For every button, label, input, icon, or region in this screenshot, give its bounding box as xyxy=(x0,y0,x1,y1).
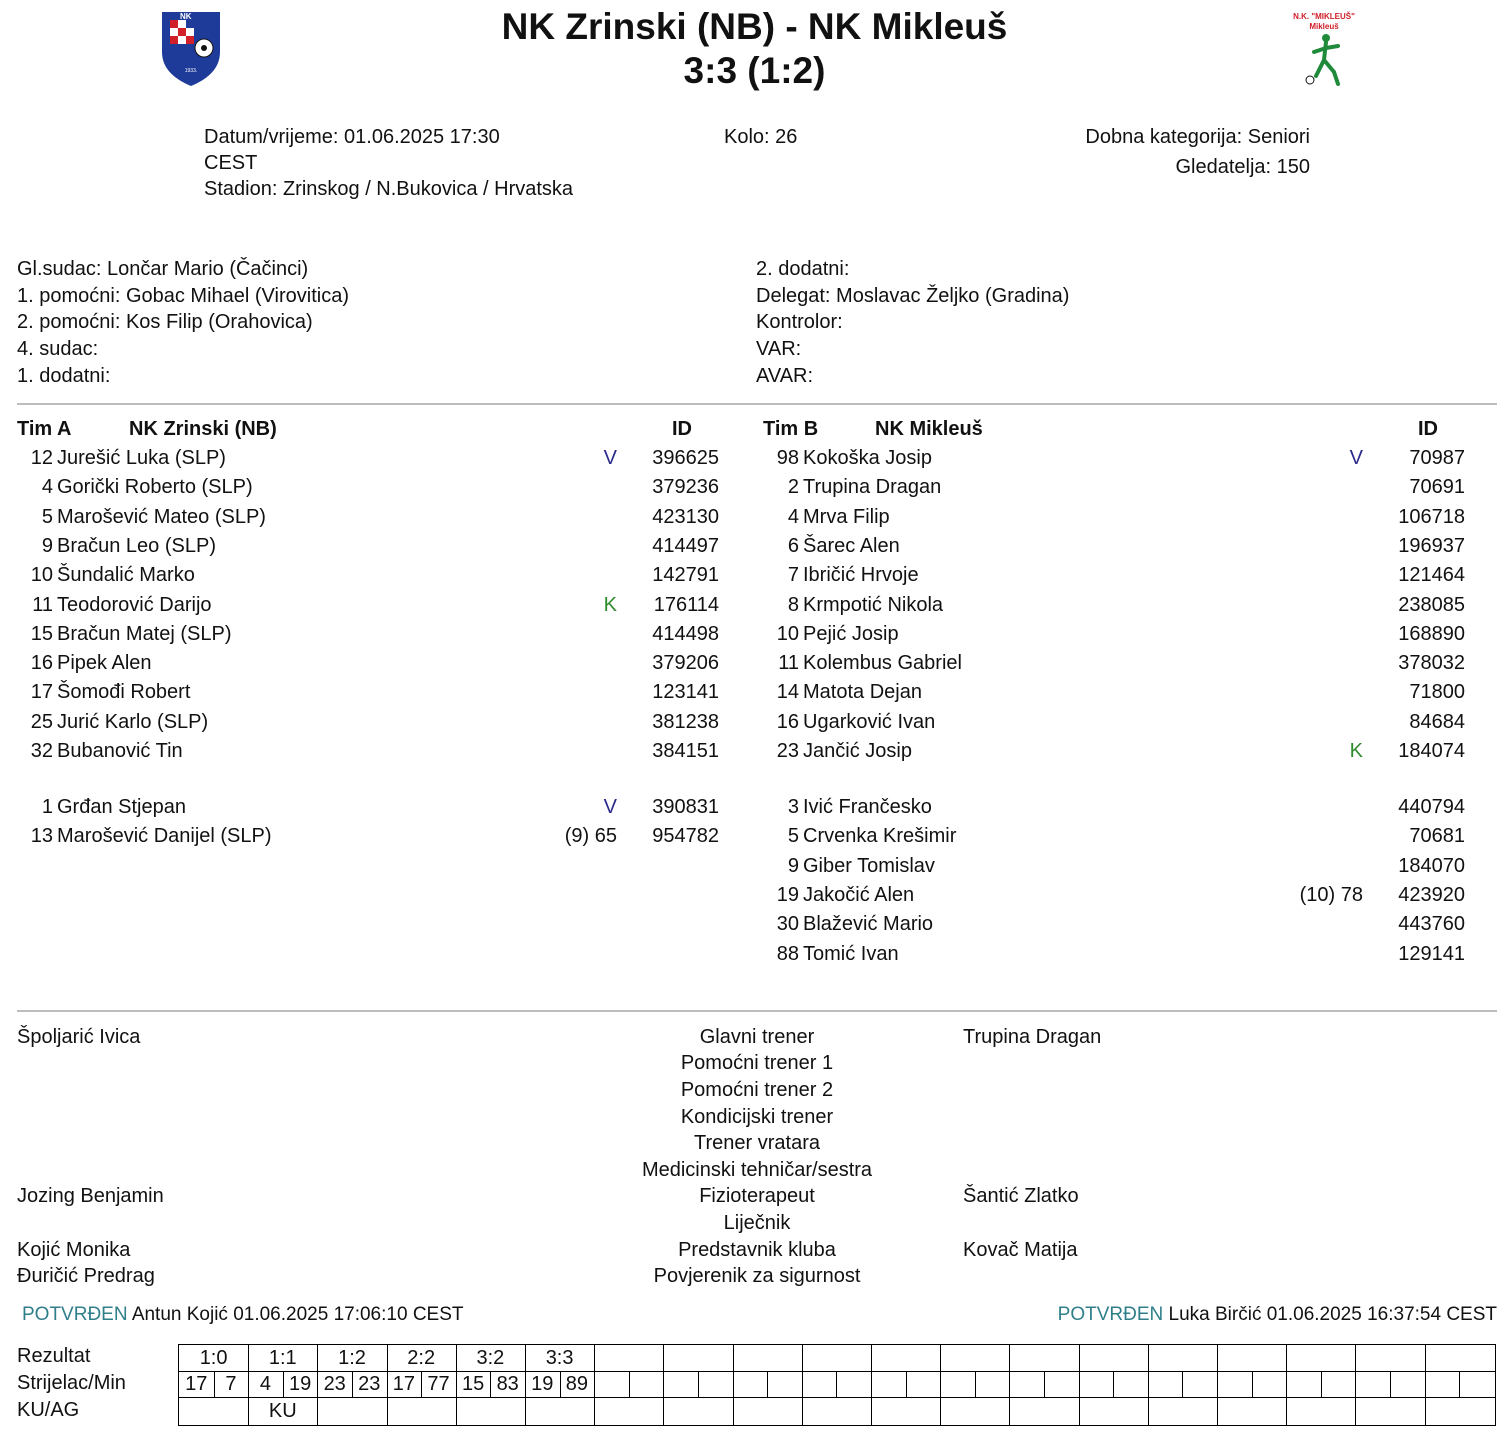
staff-role: Liječnik xyxy=(723,1212,791,1234)
goal-minute: 77 xyxy=(427,1373,450,1395)
player-name: Šarec Alen xyxy=(803,534,900,557)
grid-half-line xyxy=(975,1371,976,1397)
confirmed-status: POTVRĐEN xyxy=(1057,1304,1164,1325)
player-mark: (10) 78 xyxy=(1299,883,1363,906)
player-id: 70987 xyxy=(1409,447,1465,469)
player-id: 423920 xyxy=(1398,883,1465,906)
player-name: Tomić Ivan xyxy=(803,942,899,965)
player-name: Bubanović Tin xyxy=(57,740,183,762)
match-timezone: CEST xyxy=(204,152,258,174)
official-additional-1: 1. dodatni: xyxy=(17,365,111,387)
team-b-label: Tim B xyxy=(763,418,819,440)
player-number: 10 xyxy=(776,622,799,645)
grid-column-line xyxy=(733,1345,734,1425)
grid-column-line xyxy=(663,1345,664,1425)
grid-half-line xyxy=(906,1371,907,1397)
player-id: 121464 xyxy=(1398,564,1465,587)
player-id: 238085 xyxy=(1398,593,1465,616)
player-name: Pipek Alen xyxy=(57,652,152,675)
player-number: 9 xyxy=(787,854,799,877)
player-id: 379206 xyxy=(652,652,719,675)
player-id: 414497 xyxy=(652,534,719,557)
grid-half-line xyxy=(1321,1371,1322,1397)
player-name: Bračun Leo (SLP) xyxy=(57,534,216,557)
player-number: 98 xyxy=(776,447,799,469)
team-a-label: Tim A xyxy=(17,418,72,440)
player-name: Šomođi Robert xyxy=(57,681,191,704)
grid-half-line xyxy=(1113,1371,1114,1397)
player-number: 14 xyxy=(776,681,799,704)
player-id: 378032 xyxy=(1398,652,1465,675)
player-id: 184070 xyxy=(1398,854,1465,877)
team-a-staff-name: Špoljarić Ivica xyxy=(17,1026,141,1048)
result-score: 1:1 xyxy=(268,1347,297,1369)
team-a-confirmation xyxy=(22,1304,464,1326)
spectators: Gledatelja: 150 xyxy=(1175,156,1310,178)
player-mark: K xyxy=(603,593,617,616)
official-assistant-1: 1. pomoćni: Gobac Mihael (Virovitica) xyxy=(17,285,349,307)
player-number: 5 xyxy=(41,505,53,528)
official-fourth-referee: 4. sudac: xyxy=(17,338,99,360)
team-b-staff-name: Kovač Matija xyxy=(963,1239,1078,1261)
team-b-confirmation xyxy=(1058,1304,1497,1326)
team-b-id-header: ID xyxy=(1418,418,1438,440)
goal-minute: 83 xyxy=(496,1373,519,1395)
player-number: 25 xyxy=(30,710,53,733)
grid-half-line xyxy=(1252,1371,1253,1397)
player-id: 384151 xyxy=(652,740,719,762)
staff-role: Kondicijski trener xyxy=(680,1106,834,1128)
scorer-number: 4 xyxy=(259,1373,272,1395)
player-id: 106718 xyxy=(1398,505,1465,528)
scorer-number: 17 xyxy=(185,1373,208,1395)
player-id: 84684 xyxy=(1409,710,1465,733)
match-stadium: Stadion: Zrinskog / N.Bukovica / Hrvatska xyxy=(204,178,574,200)
official-additional-2: 2. dodatni: xyxy=(756,258,850,280)
player-name: Giber Tomislav xyxy=(803,854,935,877)
age-category: Dobna kategorija: Seniori xyxy=(1085,126,1310,148)
player-number: 11 xyxy=(32,593,53,616)
divider xyxy=(17,403,1497,405)
scorer-number: 15 xyxy=(461,1373,485,1395)
player-name: Grđan Stjepan xyxy=(57,796,186,818)
player-name: Jurešić Luka (SLP) xyxy=(57,447,226,469)
match-round: Kolo: 26 xyxy=(724,126,798,148)
player-number: 7 xyxy=(787,564,799,587)
grid-half-line xyxy=(1044,1371,1045,1397)
grid-line xyxy=(179,1397,1495,1398)
grid-column-line xyxy=(1425,1345,1426,1425)
official-avar: AVAR: xyxy=(756,365,814,387)
svg-text:N.K. "MIKLEUŠ": N.K. "MIKLEUŠ" xyxy=(1293,12,1355,21)
confirmed-by: Antun Kojić 01.06.2025 17:06:10 CEST xyxy=(131,1304,464,1325)
player-id: 71800 xyxy=(1409,681,1465,704)
player-name: Marošević Danijel (SLP) xyxy=(57,825,272,848)
player-id: 184074 xyxy=(1398,740,1465,762)
player-name: Teodorović Darijo xyxy=(57,593,212,616)
player-name: Kokoška Josip xyxy=(803,447,932,469)
official-main-referee: Gl.sudac: Lončar Mario (Čačinci) xyxy=(17,258,309,280)
player-name: Šundalić Marko xyxy=(57,564,195,587)
player-name: Mrva Filip xyxy=(803,505,890,528)
result-score: 1:0 xyxy=(199,1347,228,1369)
player-number: 8 xyxy=(787,593,799,616)
player-name: Krmpotić Nikola xyxy=(803,593,944,616)
grid-column-line xyxy=(1355,1345,1356,1425)
result-score: 1:2 xyxy=(338,1347,366,1369)
staff-role: Pomoćni trener 1 xyxy=(680,1052,834,1074)
player-id: 176114 xyxy=(653,593,719,616)
player-number: 4 xyxy=(787,505,799,528)
player-id: 443760 xyxy=(1398,913,1465,936)
grid-column-line xyxy=(1148,1345,1149,1425)
player-number: 13 xyxy=(30,825,53,848)
goal-minute: 23 xyxy=(358,1373,381,1395)
player-number: 9 xyxy=(41,534,53,557)
player-name: Kolembus Gabriel xyxy=(803,652,962,675)
player-number: 3 xyxy=(787,796,799,818)
player-mark: K xyxy=(1349,740,1363,762)
team-a-name: NK Zrinski (NB) xyxy=(129,418,277,440)
official-controller: Kontrolor: xyxy=(756,311,843,333)
grid-column-line xyxy=(1009,1345,1010,1425)
grid-column-line xyxy=(1079,1345,1080,1425)
player-number: 4 xyxy=(41,476,53,499)
divider xyxy=(17,1010,1497,1012)
match-score: 3:3 (1:2) xyxy=(683,50,826,91)
player-number: 2 xyxy=(787,476,799,499)
grid-column-line xyxy=(871,1345,872,1425)
staff-role: Fizioterapeut xyxy=(699,1185,815,1207)
player-name: Bračun Matej (SLP) xyxy=(57,622,232,645)
player-name: Ivić Frančesko xyxy=(803,796,932,818)
grid-half-line xyxy=(629,1371,630,1397)
scorer-number: 17 xyxy=(392,1373,416,1395)
team-b-staff-name: Šantić Zlatko xyxy=(963,1185,1079,1207)
player-id: 390831 xyxy=(652,796,719,818)
player-mark: V xyxy=(603,447,617,469)
result-row-label: Rezultat xyxy=(17,1345,91,1367)
player-name: Ugarković Ivan xyxy=(803,710,936,733)
player-id: 196937 xyxy=(1398,534,1465,557)
staff-role: Predstavnik kluba xyxy=(678,1239,836,1261)
grid-half-line xyxy=(1390,1371,1391,1397)
player-name: Trupina Dragan xyxy=(803,476,942,499)
team-a-staff-name: Jozing Benjamin xyxy=(17,1185,164,1207)
player-number: 15 xyxy=(30,622,53,645)
goal-minute: 89 xyxy=(565,1373,589,1395)
grid-column-line xyxy=(594,1345,595,1425)
staff-role: Trener vratara xyxy=(694,1132,820,1154)
ku-ag-value: KU xyxy=(268,1400,297,1422)
player-id: 70681 xyxy=(1409,825,1465,848)
grid-column-line xyxy=(1286,1345,1287,1425)
player-name: Jančić Josip xyxy=(803,740,912,762)
player-name: Matota Dejan xyxy=(803,681,922,704)
confirmed-status: POTVRĐEN xyxy=(22,1304,128,1325)
player-number: 30 xyxy=(776,913,799,936)
official-var: VAR: xyxy=(756,338,802,360)
player-name: Jakočić Alen xyxy=(803,883,915,906)
team-b-staff-name: Trupina Dragan xyxy=(963,1026,1102,1048)
player-number: 23 xyxy=(776,740,799,762)
player-number: 11 xyxy=(778,652,799,675)
match-datetime: Datum/vrijeme: 01.06.2025 17:30 xyxy=(204,126,500,148)
grid-half-line xyxy=(767,1371,768,1397)
player-id: 396625 xyxy=(652,447,719,469)
team-a-staff-name: Đuričić Predrag xyxy=(17,1265,155,1287)
player-number: 12 xyxy=(30,447,53,469)
team-a-staff-name: Kojić Monika xyxy=(17,1239,131,1261)
team-a-id-header: ID xyxy=(672,418,692,440)
player-number: 16 xyxy=(30,652,53,675)
player-number: 1 xyxy=(41,796,53,818)
ku-ag-row-label: KU/AG xyxy=(17,1399,80,1421)
result-score: 2:2 xyxy=(407,1347,436,1369)
player-name: Crvenka Krešimir xyxy=(803,825,957,848)
player-number: 19 xyxy=(776,883,799,906)
result-table xyxy=(178,1344,1496,1426)
team-b-name: NK Mikleuš xyxy=(875,418,983,440)
crest-nk-text: NK xyxy=(180,12,192,21)
player-mark: V xyxy=(603,796,617,818)
grid-half-line xyxy=(698,1371,699,1397)
player-number: 16 xyxy=(776,710,799,733)
official-assistant-2: 2. pomoćni: Kos Filip (Orahovica) xyxy=(17,311,313,333)
player-id: 142791 xyxy=(652,564,719,587)
player-id: 414498 xyxy=(652,622,719,645)
result-score: 3:3 xyxy=(545,1347,574,1369)
svg-text:Mikleuš: Mikleuš xyxy=(1309,22,1339,31)
player-mark: (9) 65 xyxy=(564,825,617,848)
player-number: 88 xyxy=(776,942,799,965)
staff-role: Povjerenik za sigurnost xyxy=(653,1265,861,1287)
player-name: Ibričić Hrvoje xyxy=(803,564,919,587)
goal-minute: 7 xyxy=(225,1373,237,1395)
player-id: 129141 xyxy=(1398,942,1465,965)
player-name: Gorički Roberto (SLP) xyxy=(57,476,253,499)
player-id: 168890 xyxy=(1398,622,1465,645)
player-id: 381238 xyxy=(652,710,719,733)
grid-half-line xyxy=(1459,1371,1460,1397)
scorer-number: 19 xyxy=(531,1373,554,1395)
player-id: 423130 xyxy=(652,505,719,528)
confirmed-by: Luka Birčić 01.06.2025 16:37:54 CEST xyxy=(1168,1304,1497,1325)
match-title: NK Zrinski (NB) - NK Mikleuš xyxy=(501,6,1008,47)
player-id: 123141 xyxy=(652,681,719,704)
player-number: 10 xyxy=(30,564,53,587)
staff-role: Pomoćni trener 2 xyxy=(680,1079,834,1101)
player-name: Blažević Mario xyxy=(803,913,934,936)
player-name: Marošević Mateo (SLP) xyxy=(57,505,266,528)
grid-column-line xyxy=(940,1345,941,1425)
player-number: 6 xyxy=(787,534,799,557)
goal-minute: 19 xyxy=(288,1373,312,1395)
player-number: 5 xyxy=(787,825,799,848)
player-number: 17 xyxy=(30,681,53,704)
player-mark: V xyxy=(1349,447,1363,469)
player-number: 32 xyxy=(30,740,53,762)
player-name: Jurić Karlo (SLP) xyxy=(57,710,209,733)
scorer-row-label: Strijelac/Min xyxy=(17,1372,126,1394)
svg-text:1933.: 1933. xyxy=(184,68,198,74)
grid-column-line xyxy=(1217,1345,1218,1425)
staff-role: Medicinski tehničar/sestra xyxy=(641,1159,873,1181)
result-score: 3:2 xyxy=(476,1347,505,1369)
grid-column-line xyxy=(802,1345,803,1425)
grid-half-line xyxy=(1182,1371,1183,1397)
player-id: 954782 xyxy=(652,825,719,848)
official-delegate: Delegat: Moslavac Željko (Gradina) xyxy=(756,285,1070,307)
player-id: 70691 xyxy=(1409,476,1465,499)
scorer-number: 23 xyxy=(323,1373,346,1395)
staff-role: Glavni trener xyxy=(699,1026,815,1048)
player-id: 440794 xyxy=(1398,796,1465,818)
grid-half-line xyxy=(836,1371,837,1397)
player-name: Pejić Josip xyxy=(803,622,899,645)
player-id: 379236 xyxy=(652,476,719,499)
